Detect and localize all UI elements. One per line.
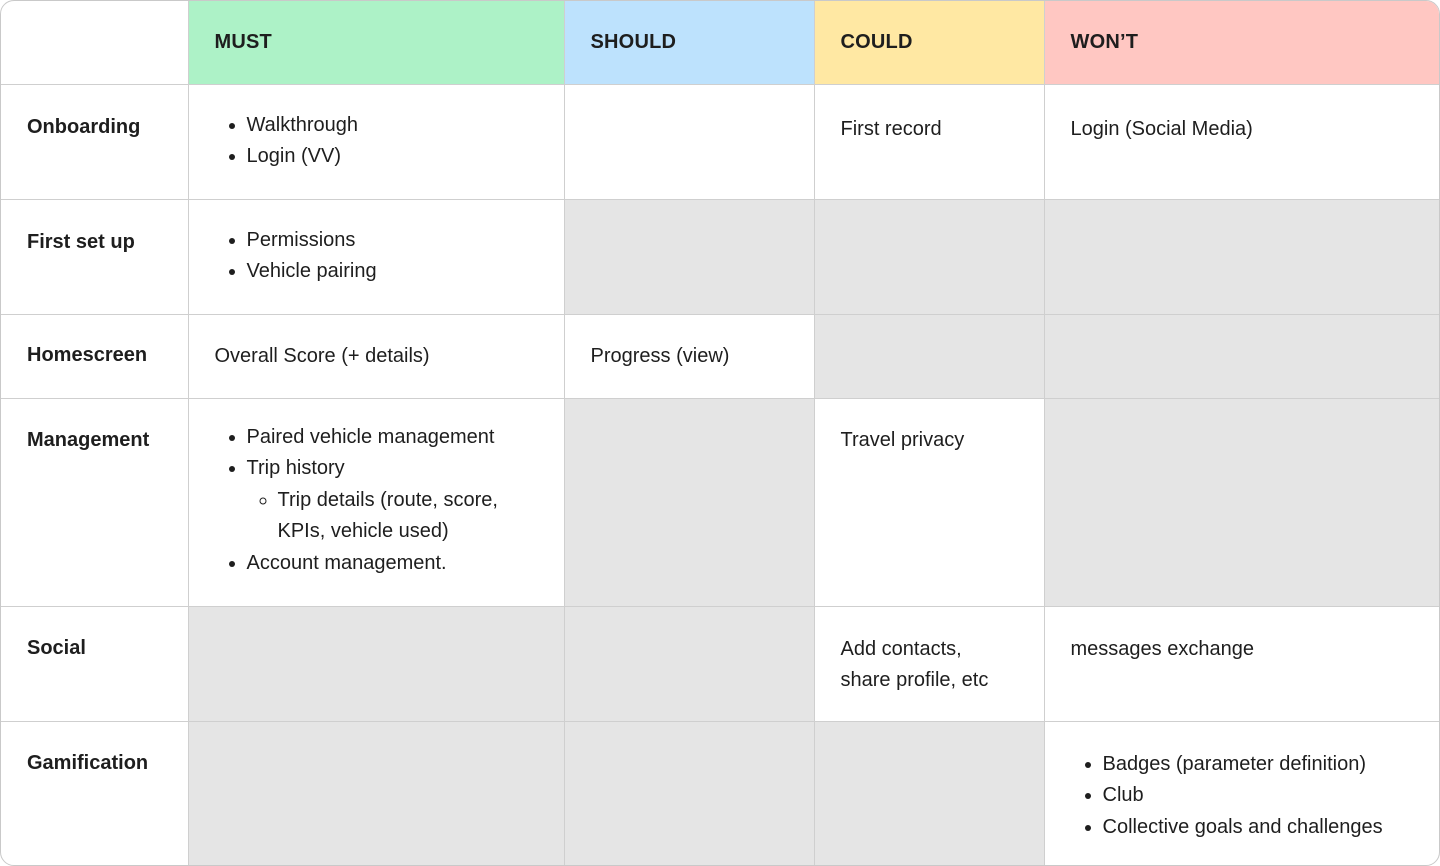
cell-first-set-up-could — [814, 199, 1044, 314]
cell-homescreen-could — [814, 314, 1044, 398]
cell-onboarding-must — [188, 84, 564, 199]
row-label: First set up — [1, 199, 188, 314]
list-item: • Paired vehicle management — [247, 422, 550, 454]
row-label: Management — [1, 398, 188, 606]
cell-homescreen-wont — [1044, 314, 1440, 398]
cell-management-should — [564, 398, 814, 606]
cell-management-must — [188, 398, 564, 606]
moscow-table — [1, 1, 1440, 866]
cell-homescreen-must: Overall Score (+ details) — [188, 314, 564, 398]
cell-social-should — [564, 606, 814, 721]
list-subitem: ◦ Trip details (route, score, KPIs, vehicle used) — [278, 485, 550, 548]
cell-management-wont — [1044, 398, 1440, 606]
corner-cell — [1, 1, 188, 84]
cell-gamification-could — [814, 721, 1044, 866]
header-should: SHOULD — [564, 1, 814, 84]
row-first-set-up — [1, 199, 1440, 314]
list-item: • Login (VV) — [247, 141, 550, 173]
cell-gamification-must — [188, 721, 564, 866]
cell-social-must — [188, 606, 564, 721]
row-label: Onboarding — [1, 84, 188, 199]
cell-first-set-up-must — [188, 199, 564, 314]
row-management — [1, 398, 1440, 606]
header-must: MUST — [188, 1, 564, 84]
list-item — [247, 453, 550, 548]
row-label: Social — [1, 606, 188, 721]
cell-homescreen-should: Progress (view) — [564, 314, 814, 398]
header-wont: WON’T — [1044, 1, 1440, 84]
cell-social-could: Add contacts, share profile, etc — [814, 606, 1044, 721]
list-item: • Club — [1103, 780, 1428, 812]
row-label: Homescreen — [1, 314, 188, 398]
row-onboarding — [1, 84, 1440, 199]
cell-gamification-should — [564, 721, 814, 866]
cell-onboarding-should — [564, 84, 814, 199]
cell-onboarding-could: First record — [814, 84, 1044, 199]
list-item: • Badges (parameter definition) — [1103, 749, 1428, 781]
cell-gamification-wont — [1044, 721, 1440, 866]
row-gamification — [1, 721, 1440, 866]
list-item: • Walkthrough — [247, 110, 550, 142]
list-item: • Vehicle pairing — [247, 256, 550, 288]
header-could: COULD — [814, 1, 1044, 84]
list-item: • Permissions — [247, 225, 550, 257]
list-item-text: Trip history — [246, 457, 345, 479]
list-item: • Account management. — [247, 548, 550, 580]
cell-first-set-up-wont — [1044, 199, 1440, 314]
cell-onboarding-wont: Login (Social Media) — [1044, 84, 1440, 199]
list-item: • Collective goals and challenges — [1103, 812, 1428, 844]
header-row — [1, 1, 1440, 84]
cell-management-could: Travel privacy — [814, 398, 1044, 606]
cell-social-wont: messages exchange — [1044, 606, 1440, 721]
cell-first-set-up-should — [564, 199, 814, 314]
row-homescreen — [1, 314, 1440, 398]
row-label: Gamification — [1, 721, 188, 866]
row-social — [1, 606, 1440, 721]
